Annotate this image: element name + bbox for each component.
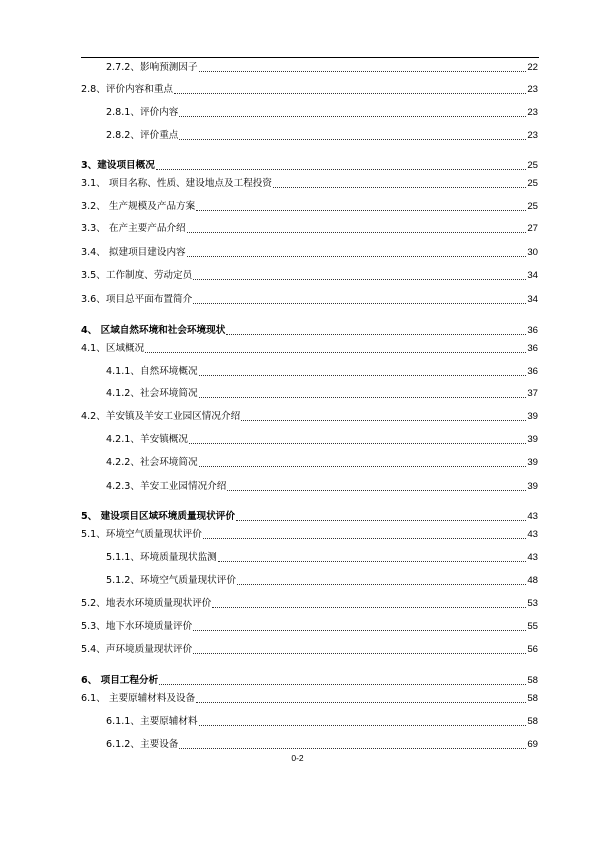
toc-entry-page: 55 [527,621,538,632]
toc-entry-4-2-3[interactable] [0,480,595,494]
toc-entry-page: 53 [527,598,538,609]
toc-entry-title: 3.5、工作制度、劳动定员 [81,270,193,281]
toc-entry-3-6[interactable] [0,293,595,307]
toc-entry-4-1-1[interactable] [0,365,595,379]
toc-entry-title: 6.1.1、主要原辅材料 [106,716,198,727]
toc-leader [187,232,527,233]
toc-entry-5-1-1[interactable] [0,551,595,565]
toc-section-6[interactable] [0,674,595,688]
toc-leader [156,169,526,170]
toc-entry-4-1-2[interactable] [0,387,595,401]
toc-entry-title: 2.8.1、评价内容 [106,107,179,118]
toc-entry-title: 4、 区域自然环境和社会环境现状 [81,325,226,336]
toc-entry-title: 4.2.3、羊安工业园情况介绍 [106,481,227,492]
toc-entry-page: 23 [527,107,538,118]
toc-entry-page: 48 [527,575,538,586]
toc-entry-title: 4.2.1、羊安镇概况 [106,434,188,445]
toc-leader [196,210,526,211]
toc-leader [227,490,526,491]
toc-leader [196,702,526,703]
toc-entry-title: 4.1、区域概况 [81,343,145,354]
toc-entry-2-7-2[interactable] [0,61,595,75]
toc-entry-title: 6.1.2、主要设备 [106,739,179,750]
toc-entry-5-1-2[interactable] [0,574,595,588]
toc-entry-6-1[interactable] [0,692,595,706]
toc-entry-2-8-2[interactable] [0,129,595,143]
toc-entry-title: 3、建设项目概况 [81,160,155,171]
toc-entry-title: 3.3、 在产主要产品介绍 [81,223,186,234]
toc-entry-title: 6、 项目工程分析 [81,675,159,686]
toc-entry-page: 58 [527,675,538,686]
toc-entry-page: 34 [527,270,538,281]
toc-section-5[interactable] [0,510,595,524]
toc-entry-title: 2.7.2、影响预测因子 [106,62,198,73]
toc-entry-title: 4.2、羊安镇及羊安工业园区情况介绍 [81,411,241,422]
toc-entry-title: 5.1.1、环境质量现状监测 [106,552,217,563]
toc-entry-5-4[interactable] [0,643,595,657]
toc-leader [199,375,527,376]
toc-entry-2-8[interactable] [0,83,595,97]
toc-entry-page: 27 [527,223,538,234]
toc-entry-page: 43 [527,511,538,522]
toc-entry-title: 5.2、地表水环境质量现状评价 [81,598,212,609]
toc-entry-page: 30 [527,247,538,258]
toc-leader [159,684,526,685]
toc-entry-title: 3.6、项目总平面布置简介 [81,294,193,305]
toc-leader [174,93,526,94]
toc-leader [273,187,526,188]
toc-entry-4-2-2[interactable] [0,456,595,470]
toc-entry-3-4[interactable] [0,246,595,260]
toc-entry-title: 3.1、 项目名称、性质、建设地点及工程投资 [81,178,272,189]
toc-entry-page: 39 [527,434,538,445]
toc-entry-4-1[interactable] [0,342,595,356]
toc-entry-page: 25 [527,160,538,171]
toc-leader [193,653,526,654]
toc-leader [199,397,527,398]
toc-leader [226,334,526,335]
toc-entry-page: 23 [527,84,538,95]
toc-entry-page: 23 [527,130,538,141]
toc-entry-title: 4.1.2、社会环境简况 [106,388,198,399]
toc-entry-page: 36 [527,325,538,336]
toc-entry-page: 56 [527,644,538,655]
toc-entry-page: 43 [527,529,538,540]
toc-entry-title: 4.2.2、社会环境简况 [106,457,198,468]
toc-entry-title: 2.8.2、评价重点 [106,130,179,141]
toc-leader [236,520,526,521]
toc-leader [212,607,526,608]
toc-leader [179,748,526,749]
toc-entry-2-8-1[interactable] [0,106,595,120]
toc-leader [187,256,527,257]
toc-entry-title: 5.3、地下水环境质量评价 [81,621,193,632]
toc-entry-title: 5、 建设项目区域环境质量现状评价 [81,511,235,522]
toc-entry-4-2[interactable] [0,410,595,424]
toc-entry-page: 69 [527,739,538,750]
toc-entry-page: 39 [527,457,538,468]
toc-section-4[interactable] [0,324,595,338]
toc-entry-title: 5.1、环境空气质量现状评价 [81,529,202,540]
toc-entry-title: 4.1.1、自然环境概况 [106,366,198,377]
toc-entry-3-3[interactable] [0,222,595,236]
toc-entry-title: 2.8、评价内容和重点 [81,84,174,95]
header-rule [81,57,539,58]
toc-entry-5-3[interactable] [0,620,595,634]
toc-entry-page: 25 [527,201,538,212]
toc-leader [237,584,526,585]
toc-entry-page: 34 [527,294,538,305]
toc-leader [241,420,526,421]
toc-entry-page: 36 [527,343,538,354]
toc-entry-page: 43 [527,552,538,563]
toc-entry-title: 3.4、 拟建项目建设内容 [81,247,186,258]
toc-entry-5-1[interactable] [0,528,595,542]
toc-leader [179,139,526,140]
toc-entry-3-2[interactable] [0,200,595,214]
toc-entry-page: 39 [527,411,538,422]
toc-entry-page: 39 [527,481,538,492]
toc-entry-page: 58 [527,693,538,704]
toc-entry-page: 25 [527,178,538,189]
toc-leader [145,352,526,353]
toc-leader [199,725,527,726]
page-number-footer: 0-2 [291,753,304,763]
toc-entry-6-1-2[interactable] [0,738,595,752]
toc-entry-title: 3.2、 生产规模及产品方案 [81,201,196,212]
toc-leader [193,279,526,280]
toc-entry-title: 5.1.2、环境空气质量现状评价 [106,575,236,586]
toc-leader [179,116,526,117]
toc-entry-title: 5.4、声环境质量现状评价 [81,644,193,655]
toc-entry-title: 6.1、 主要原辅材料及设备 [81,693,196,704]
toc-leader [193,303,526,304]
toc-leader [199,71,527,72]
toc-entry-3-5[interactable] [0,269,595,283]
toc-leader [189,443,526,444]
toc-leader [203,538,527,539]
toc-entry-6-1-1[interactable] [0,715,595,729]
toc-entry-page: 37 [527,388,538,399]
toc-entry-4-2-1[interactable] [0,433,595,447]
toc-leader [193,630,526,631]
toc-leader [218,561,527,562]
toc-entry-page: 36 [527,366,538,377]
toc-entry-3-1[interactable] [0,177,595,191]
toc-leader [199,466,527,467]
toc-section-3[interactable] [0,159,595,173]
toc-entry-5-2[interactable] [0,597,595,611]
toc-entry-page: 58 [527,716,538,727]
toc-entry-page: 22 [527,62,538,73]
